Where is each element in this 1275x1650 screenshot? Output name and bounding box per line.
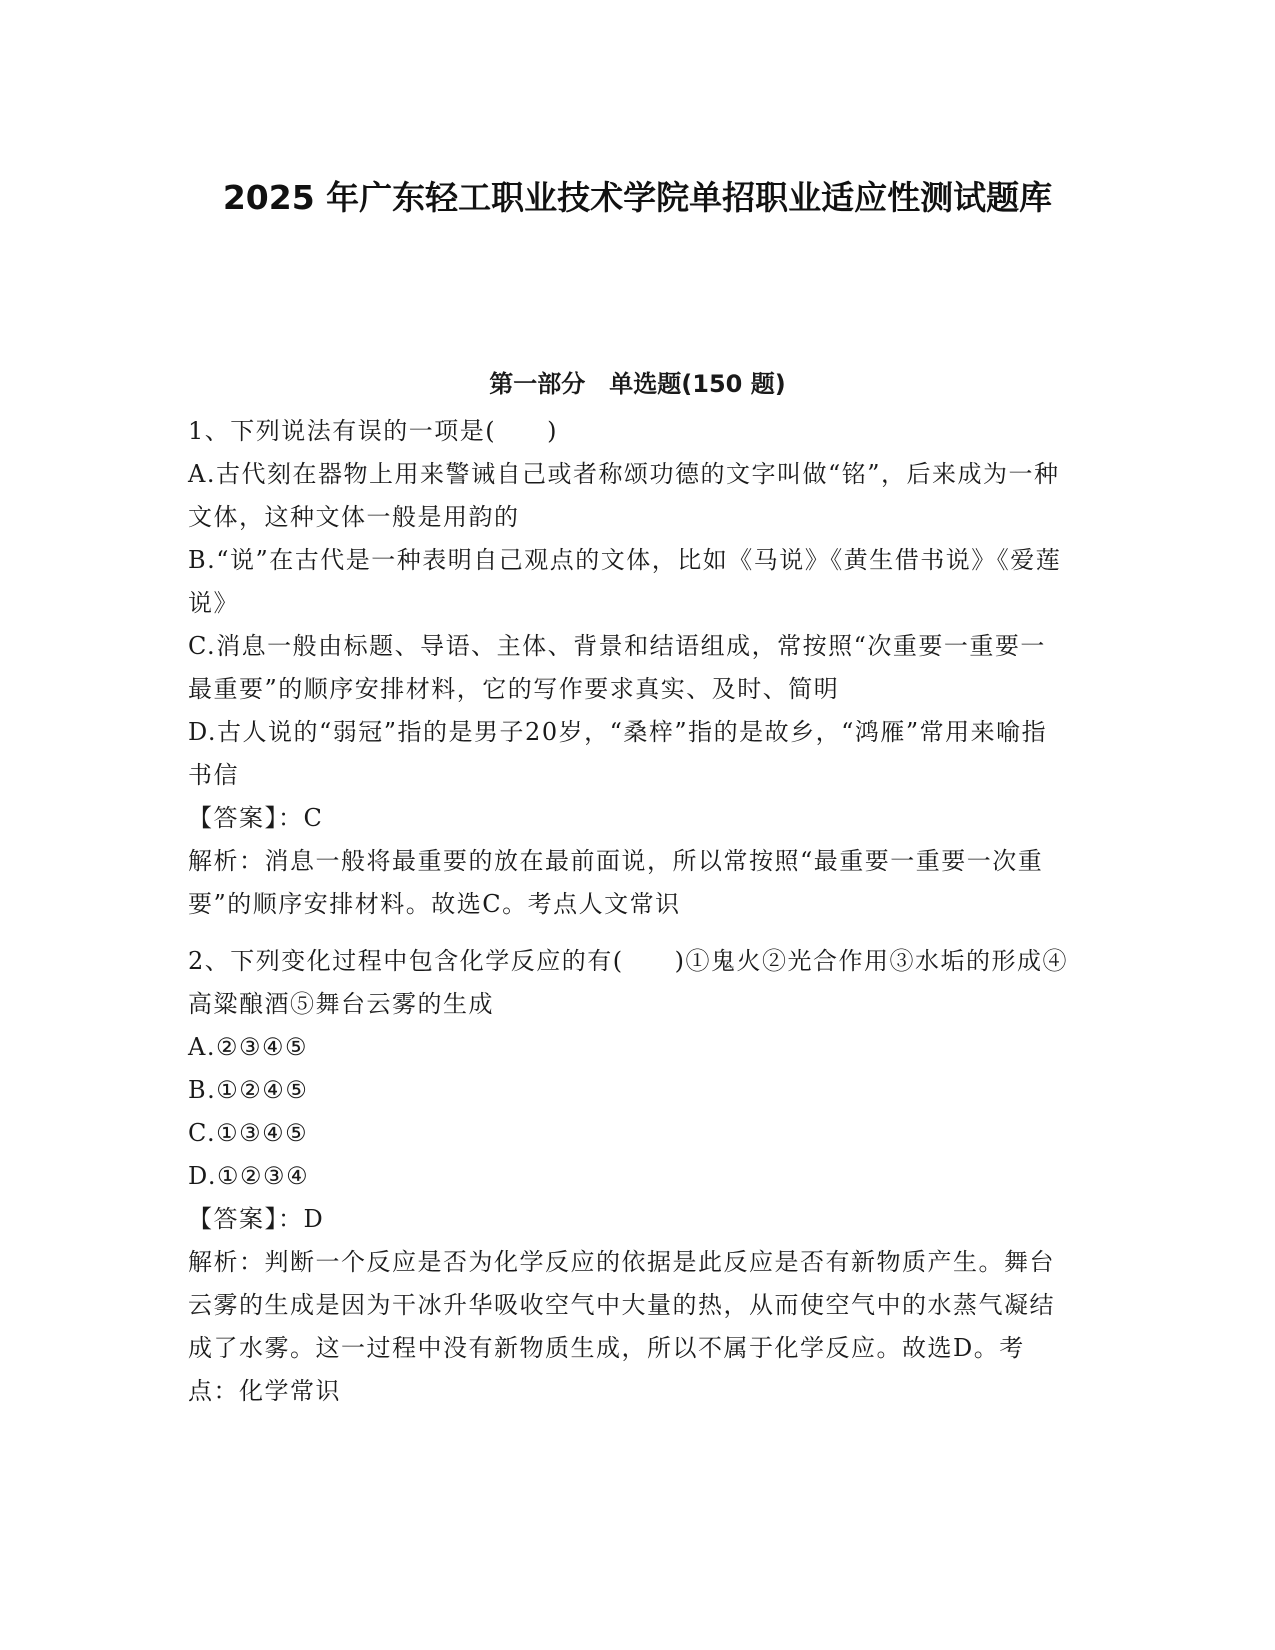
option-c: C.①③④⑤	[188, 1119, 309, 1147]
question-1	[188, 410, 1068, 926]
option-c: C.消息一般由标题、导语、主体、背景和结语组成，常按照“次重要一重要一最重要”的顺序安排材料，它的写作要求真实、及时、简明	[188, 632, 1046, 703]
option-d: D.古人说的“弱冠”指的是男子20岁，“桑梓”指的是故乡，“鸿雁”常用来喻指书信	[188, 718, 1048, 789]
answer-line: 【答案】：C	[188, 804, 324, 832]
option-b: B.①②④⑤	[188, 1076, 309, 1104]
option-a: A.古代刻在器物上用来警诫自己或者称颂功德的文字叫做“铭”，后来成为一种文体，这种文体一般是用韵的	[188, 460, 1060, 531]
analysis-text: 解析：消息一般将最重要的放在最前面说，所以常按照“最重要一重要一次重要”的顺序安排材料。故选C。考点人文常识	[188, 847, 1044, 918]
document-title: 2025 年广东轻工职业技术学院单招职业适应性测试题库	[222, 178, 1053, 218]
section-heading: 第一部分 单选题(150 题)	[489, 369, 786, 398]
question-stem: 1、下列说法有误的一项是( )	[188, 417, 558, 445]
answer-line: 【答案】：D	[188, 1205, 325, 1233]
question-list	[188, 410, 1068, 1427]
question-stem: 2、下列变化过程中包含化学反应的有( )①鬼火②光合作用③水垢的形成④高粱酿酒⑤舞台云雾的生成	[188, 947, 1068, 1018]
option-d: D.①②③④	[188, 1162, 310, 1190]
question-2	[188, 940, 1068, 1413]
option-a: A.②③④⑤	[188, 1033, 309, 1061]
option-b: B.“说”在古代是一种表明自己观点的文体，比如《马说》《黄生借书说》《爱莲说》	[188, 546, 1062, 617]
analysis-text: 解析：判断一个反应是否为化学反应的依据是此反应是否有新物质产生。舞台云雾的生成是因为干冰升华吸收空气中大量的热，从而使空气中的水蒸气凝结成了水雾。这一过程中没有新物质生成，所以不属于化学反应。故选D。考点：化学常识	[188, 1248, 1055, 1405]
